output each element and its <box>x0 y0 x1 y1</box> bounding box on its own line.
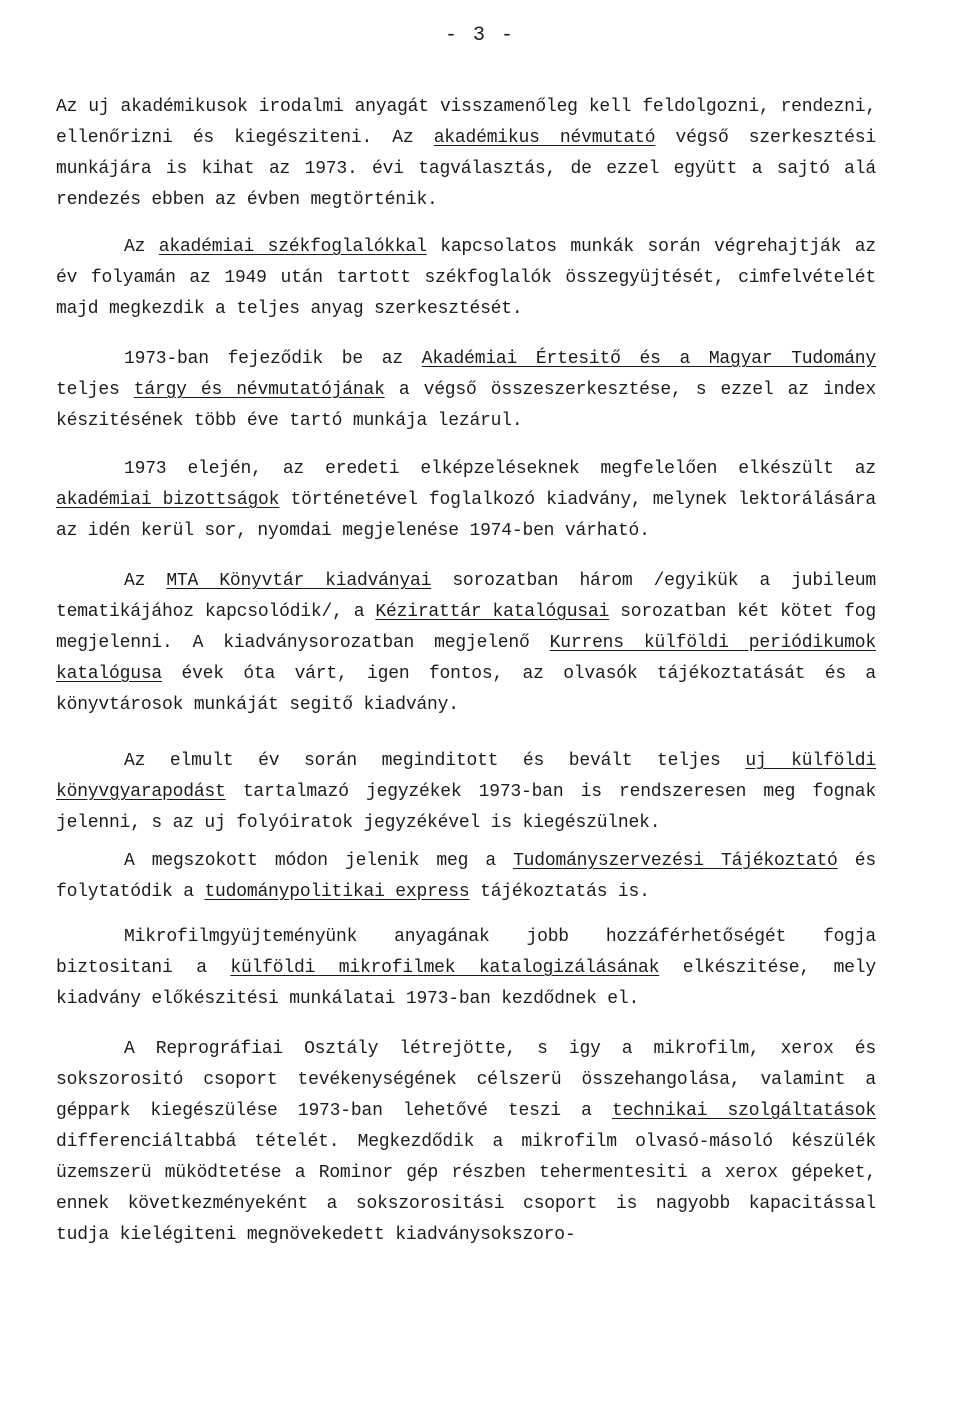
text-segment: A megszokott módon jelenik meg a <box>124 851 514 871</box>
text-segment: sorozatban három /egyikük a jubileum tematikájához kapcsolódik/, a <box>56 571 877 622</box>
page-number: - 3 - <box>444 24 515 47</box>
paragraph-reprographics-department <box>56 1034 876 1251</box>
text-segment: évek óta várt, igen fontos, az olvasók tájékoztatását és a könyvtárosok munkáját segitő kiadvány. <box>56 664 876 715</box>
text-segment: Az <box>124 237 159 257</box>
paragraph-library-publications <box>56 566 876 721</box>
text-segment: Az <box>124 571 167 591</box>
text-segment: tartalmazó jegyzékek 1973-ban is rendszeresen meg fognak jelenni, s az uj folyóiratok jegyzékével is kiegészülnek. <box>56 782 876 833</box>
paragraph-microfilm-catalog <box>56 922 876 1015</box>
underlined-phrase: MTA Könyvtár kiadványai <box>166 571 432 591</box>
underlined-phrase: Kézirattár katalógusai <box>375 602 610 622</box>
text-segment: A Reprográfiai Osztály létrejötte, s igy a mikrofilm, xerox és sokszorositó csoport tevékenységének célszerü összehangolása, valamint a géppark kiegészülése 1973-ban lehetővé teszi a <box>56 1039 876 1121</box>
paragraph-academic-committees <box>56 454 876 547</box>
text-segment: Az elmult év során meginditott és bevált teljes <box>124 751 746 771</box>
text-segment: és folytatódik a <box>56 851 876 902</box>
paragraph-inaugural-lectures <box>56 232 876 325</box>
text-segment: 1973 elején, az eredeti elképzeléseknek megfelelően elkészült az <box>124 459 876 479</box>
text-segment: Az uj akadémikusok irodalmi anyagát visszamenőleg kell feldolgozni, rendezni, ellenőrizni és kiegésziteni. Az <box>56 97 876 148</box>
underlined-phrase: Akadémiai Értesitő és a Magyar Tudomány <box>421 349 877 369</box>
underlined-phrase: akadémiai székfoglalókkal <box>158 237 427 257</box>
text-segment: teljes <box>56 380 134 400</box>
text-segment: sorozatban két kötet fog megjelenni. A kiadványsorozatban megjelenő <box>56 602 876 653</box>
underlined-phrase: külföldi mikrofilmek katalogizálásának <box>230 958 660 978</box>
underlined-phrase: uj külföldi könyvgyarapodást <box>56 751 877 802</box>
paragraph-science-organization-bulletin <box>56 846 876 908</box>
text-segment: 1973-ban fejeződik be az <box>124 349 422 369</box>
underlined-phrase: Tudományszervezési Tájékoztató <box>513 851 838 871</box>
underlined-phrase: akadémikus névmutató <box>433 128 656 148</box>
paragraph-index-completion <box>56 344 876 437</box>
underlined-phrase: technikai szolgáltatások <box>611 1101 876 1121</box>
text-segment: differenciáltabbá tételét. Megkezdődik a mikrofilm olvasó-másoló készülék üzemszerü müködtetése a Rominor gép részben tehermentesiti a xerox gépeket, ennek következményeként a sokszorositási csoport is nagyobb kapacitással tudja kielégiteni megnövekedett kiadványsokszoro- <box>56 1132 876 1245</box>
text-segment: történetével foglalkozó kiadvány, melynek lektorálására az idén kerül sor, nyomdai megjelenése 1974-ben várható. <box>56 490 876 541</box>
text-segment: a végső összeszerkesztése, s ezzel az index készitésének több éve tartó munkája lezárul. <box>56 380 876 431</box>
underlined-phrase: tudománypolitikai express <box>204 882 470 902</box>
underlined-phrase: akadémiai bizottságok <box>56 490 280 510</box>
text-segment: kapcsolatos munkák során végrehajtják az év folyamán az 1949 után tartott székfoglalók összegyüjtését, cimfelvételét majd megkezdik a teljes anyag szerkesztését. <box>56 237 876 319</box>
text-segment: elkészitése, mely kiadvány előkészitési munkálatai 1973-ban kezdődnek el. <box>56 958 876 1009</box>
paragraph-foreign-acquisitions <box>56 746 876 839</box>
underlined-phrase: tárgy és névmutatójának <box>133 380 385 400</box>
text-segment: végső szerkesztési munkájára is kihat az 1973. évi tagválasztás, de ezzel együtt a sajtó alá rendezés ebben az évben megtörténik. <box>56 128 876 210</box>
text-segment: tájékoztatás is. <box>469 882 650 902</box>
paragraph-new-academicians <box>56 92 876 216</box>
underlined-phrase: Kurrens külföldi periódikumok katalógusa <box>56 633 876 684</box>
text-segment: Mikrofilmgyüjteményünk anyagának jobb hozzáférhetőségét fogja biztositani a <box>56 927 876 978</box>
